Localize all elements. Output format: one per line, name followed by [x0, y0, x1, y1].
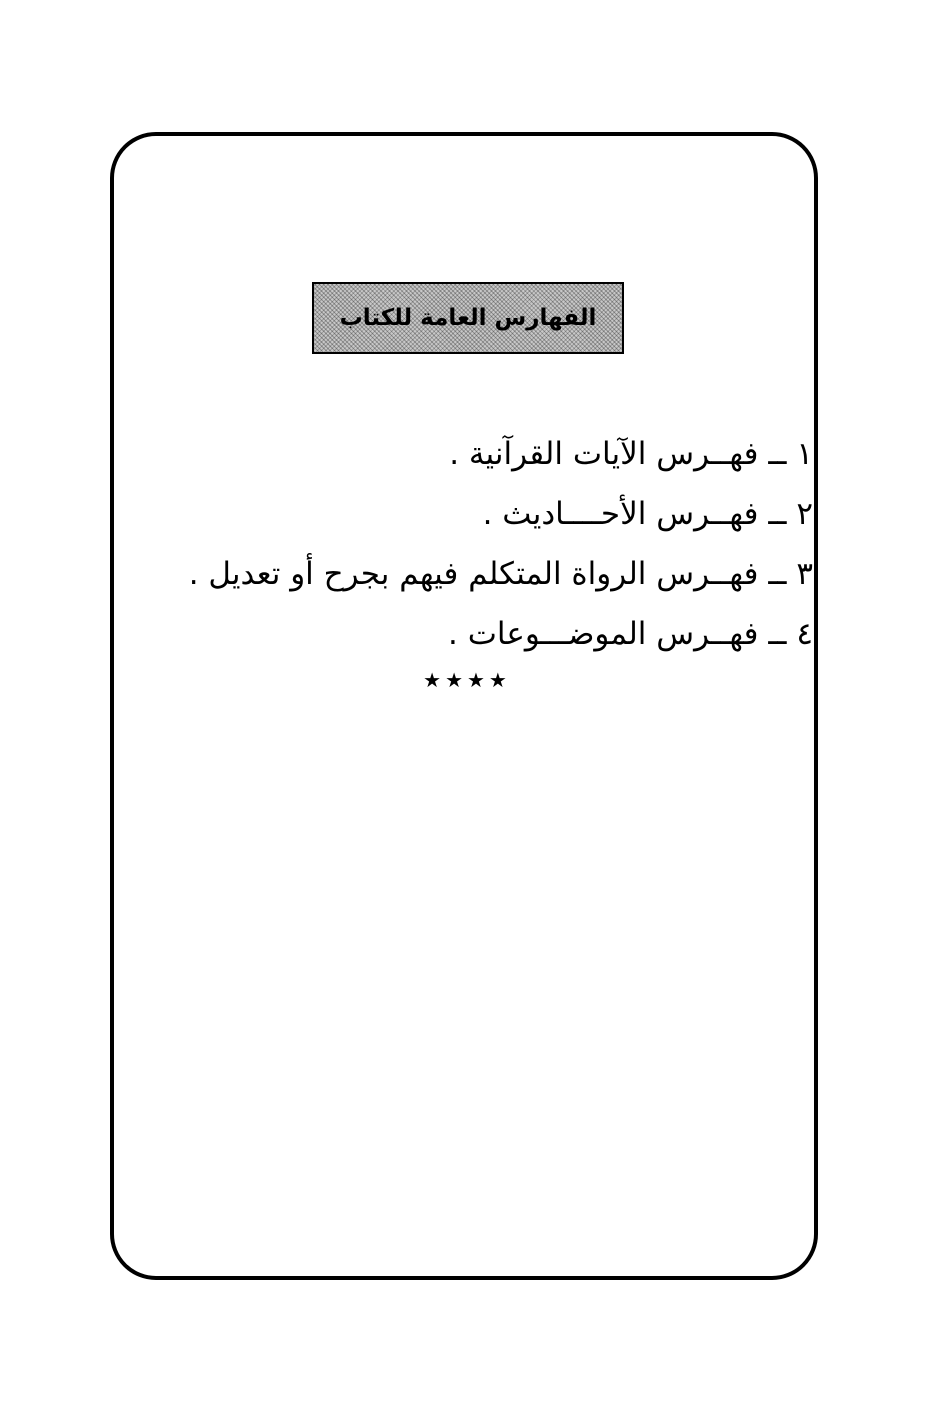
index-item-narrators: ٣ ــ فهــرس الرواة المتكلم فيهم بجرح أو تعديل .	[188, 556, 813, 592]
index-item-topics: ٤ ــ فهــرس الموضـــوعات .	[447, 616, 813, 652]
index-list	[188, 424, 813, 664]
index-item-quran-verses: ١ ــ فهــرس الآيات القرآنية .	[449, 436, 813, 472]
index-item-hadiths: ٢ ــ فهــرس الأحــــاديث .	[482, 496, 813, 532]
stars-separator: ★★★★	[423, 668, 511, 692]
section-title: الفهارس العامة للكتاب	[339, 305, 597, 331]
section-title-box	[312, 282, 624, 354]
